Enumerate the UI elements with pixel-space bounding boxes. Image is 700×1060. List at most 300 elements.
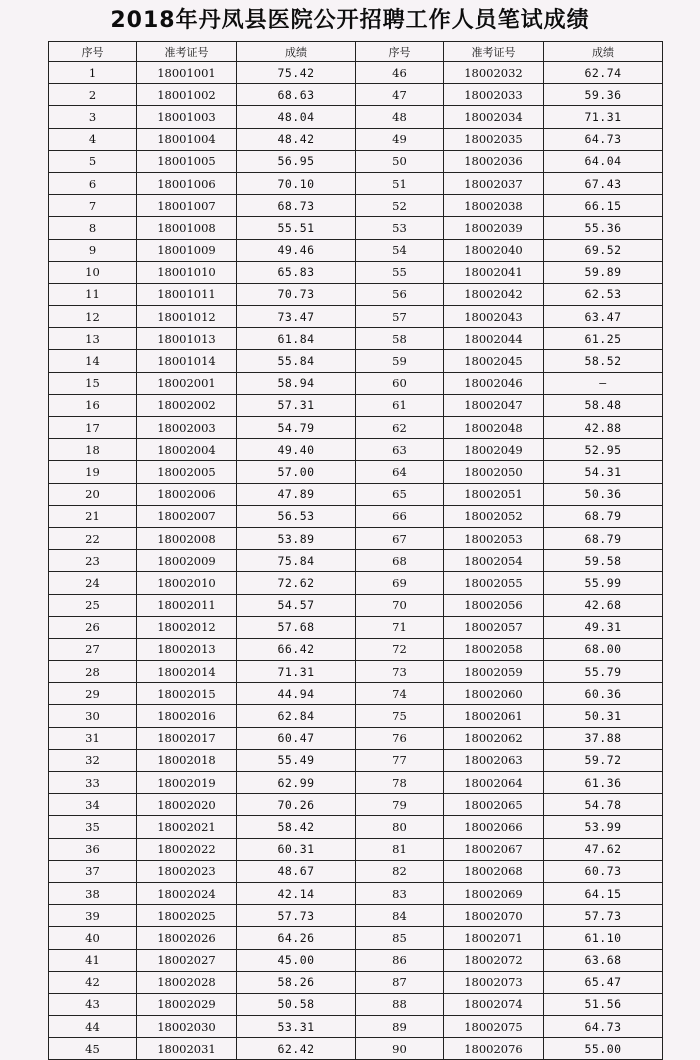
right-score-cell: 68.00 (544, 638, 663, 660)
right-seq-cell: 73 (356, 661, 444, 683)
left-exam-id-cell: 18002014 (137, 661, 237, 683)
left-exam-id-cell: 18002019 (137, 772, 237, 794)
left-exam-id-cell: 18002022 (137, 838, 237, 860)
right-score-cell: 64.04 (544, 150, 663, 172)
table-row (49, 84, 663, 106)
left-seq-cell: 11 (49, 283, 137, 305)
left-score-cell: 57.73 (237, 905, 356, 927)
right-seq-cell: 55 (356, 261, 444, 283)
right-seq-cell: 75 (356, 705, 444, 727)
left-exam-id-cell: 18001014 (137, 350, 237, 372)
left-score-cell: 42.14 (237, 882, 356, 904)
left-seq-cell: 28 (49, 661, 137, 683)
header-seq-right: 序号 (356, 42, 444, 62)
right-score-cell: 57.73 (544, 905, 663, 927)
left-seq-cell: 22 (49, 527, 137, 549)
left-seq-cell: 2 (49, 84, 137, 106)
right-exam-id-cell: 18002053 (444, 527, 544, 549)
left-score-cell: 57.00 (237, 461, 356, 483)
right-exam-id-cell: 18002046 (444, 372, 544, 394)
left-seq-cell: 4 (49, 128, 137, 150)
right-exam-id-cell: 18002068 (444, 860, 544, 882)
table-row (49, 150, 663, 172)
table-row (49, 882, 663, 904)
right-seq-cell: 81 (356, 838, 444, 860)
left-exam-id-cell: 18002030 (137, 1016, 237, 1038)
left-score-cell: 56.95 (237, 150, 356, 172)
right-seq-cell: 63 (356, 439, 444, 461)
right-exam-id-cell: 18002054 (444, 550, 544, 572)
left-seq-cell: 13 (49, 328, 137, 350)
left-score-cell: 73.47 (237, 306, 356, 328)
right-seq-cell: 74 (356, 683, 444, 705)
left-seq-cell: 19 (49, 461, 137, 483)
right-score-cell: 59.36 (544, 84, 663, 106)
table-row (49, 971, 663, 993)
right-seq-cell: 71 (356, 616, 444, 638)
right-score-cell: 62.74 (544, 62, 663, 84)
left-score-cell: 66.42 (237, 638, 356, 660)
table-row (49, 195, 663, 217)
score-table-body (49, 62, 663, 1060)
right-exam-id-cell: 18002056 (444, 594, 544, 616)
right-exam-id-cell: 18002032 (444, 62, 544, 84)
table-row (49, 62, 663, 84)
right-score-cell: 59.58 (544, 550, 663, 572)
right-seq-cell: 57 (356, 306, 444, 328)
left-score-cell: 54.57 (237, 594, 356, 616)
right-seq-cell: 70 (356, 594, 444, 616)
right-score-cell: 65.47 (544, 971, 663, 993)
left-exam-id-cell: 18002010 (137, 572, 237, 594)
left-score-cell: 48.67 (237, 860, 356, 882)
table-row (49, 1038, 663, 1060)
left-score-cell: 48.42 (237, 128, 356, 150)
left-score-cell: 49.40 (237, 439, 356, 461)
left-score-cell: 68.63 (237, 84, 356, 106)
right-seq-cell: 46 (356, 62, 444, 84)
left-seq-cell: 23 (49, 550, 137, 572)
right-score-cell: 42.88 (544, 417, 663, 439)
right-score-cell: 49.31 (544, 616, 663, 638)
right-score-cell: 64.15 (544, 882, 663, 904)
left-exam-id-cell: 18002016 (137, 705, 237, 727)
table-row (49, 128, 663, 150)
left-score-cell: 57.31 (237, 394, 356, 416)
left-score-cell: 60.47 (237, 727, 356, 749)
table-row (49, 461, 663, 483)
right-exam-id-cell: 18002045 (444, 350, 544, 372)
right-score-cell: 55.79 (544, 661, 663, 683)
right-seq-cell: 54 (356, 239, 444, 261)
table-row (49, 172, 663, 194)
right-exam-id-cell: 18002036 (444, 150, 544, 172)
right-exam-id-cell: 18002051 (444, 483, 544, 505)
right-exam-id-cell: 18002041 (444, 261, 544, 283)
table-row (49, 417, 663, 439)
left-seq-cell: 36 (49, 838, 137, 860)
header-seq-left: 序号 (49, 42, 137, 62)
right-score-cell: 52.95 (544, 439, 663, 461)
left-score-cell: 53.31 (237, 1016, 356, 1038)
right-seq-cell: 56 (356, 283, 444, 305)
left-exam-id-cell: 18001009 (137, 239, 237, 261)
right-exam-id-cell: 18002069 (444, 882, 544, 904)
right-exam-id-cell: 18002035 (444, 128, 544, 150)
right-seq-cell: 49 (356, 128, 444, 150)
right-seq-cell: 53 (356, 217, 444, 239)
left-exam-id-cell: 18001001 (137, 62, 237, 84)
left-seq-cell: 20 (49, 483, 137, 505)
left-exam-id-cell: 18002028 (137, 971, 237, 993)
right-score-cell: 63.47 (544, 306, 663, 328)
left-score-cell: 53.89 (237, 527, 356, 549)
right-score-cell: 59.72 (544, 749, 663, 771)
left-score-cell: 68.73 (237, 195, 356, 217)
table-row (49, 683, 663, 705)
right-score-cell: — (544, 372, 663, 394)
right-seq-cell: 69 (356, 572, 444, 594)
right-exam-id-cell: 18002043 (444, 306, 544, 328)
left-score-cell: 48.04 (237, 106, 356, 128)
right-score-cell: 61.36 (544, 772, 663, 794)
left-score-cell: 72.62 (237, 572, 356, 594)
left-exam-id-cell: 18002003 (137, 417, 237, 439)
left-seq-cell: 7 (49, 195, 137, 217)
right-exam-id-cell: 18002034 (444, 106, 544, 128)
table-row (49, 483, 663, 505)
right-seq-cell: 51 (356, 172, 444, 194)
right-seq-cell: 68 (356, 550, 444, 572)
left-exam-id-cell: 18001002 (137, 84, 237, 106)
left-score-cell: 58.26 (237, 971, 356, 993)
right-score-cell: 42.68 (544, 594, 663, 616)
left-score-cell: 55.84 (237, 350, 356, 372)
left-score-cell: 62.99 (237, 772, 356, 794)
page-title: 2018年丹凤县医院公开招聘工作人员笔试成绩 (110, 8, 590, 33)
table-row (49, 527, 663, 549)
right-seq-cell: 82 (356, 860, 444, 882)
right-score-cell: 54.78 (544, 794, 663, 816)
left-seq-cell: 41 (49, 949, 137, 971)
left-exam-id-cell: 18002013 (137, 638, 237, 660)
right-seq-cell: 60 (356, 372, 444, 394)
right-score-cell: 53.99 (544, 816, 663, 838)
left-exam-id-cell: 18002025 (137, 905, 237, 927)
left-seq-cell: 44 (49, 1016, 137, 1038)
left-score-cell: 44.94 (237, 683, 356, 705)
left-score-cell: 50.58 (237, 993, 356, 1015)
right-exam-id-cell: 18002062 (444, 727, 544, 749)
left-score-cell: 58.42 (237, 816, 356, 838)
left-exam-id-cell: 18002029 (137, 993, 237, 1015)
right-seq-cell: 83 (356, 882, 444, 904)
table-row (49, 306, 663, 328)
table-row (49, 106, 663, 128)
left-score-cell: 62.42 (237, 1038, 356, 1060)
left-seq-cell: 24 (49, 572, 137, 594)
left-seq-cell: 8 (49, 217, 137, 239)
right-seq-cell: 52 (356, 195, 444, 217)
right-score-cell: 68.79 (544, 505, 663, 527)
right-seq-cell: 61 (356, 394, 444, 416)
left-seq-cell: 5 (49, 150, 137, 172)
left-exam-id-cell: 18001003 (137, 106, 237, 128)
left-seq-cell: 43 (49, 993, 137, 1015)
right-seq-cell: 84 (356, 905, 444, 927)
right-exam-id-cell: 18002058 (444, 638, 544, 660)
right-score-cell: 55.99 (544, 572, 663, 594)
left-seq-cell: 42 (49, 971, 137, 993)
right-exam-id-cell: 18002059 (444, 661, 544, 683)
left-exam-id-cell: 18002006 (137, 483, 237, 505)
right-exam-id-cell: 18002037 (444, 172, 544, 194)
right-exam-id-cell: 18002057 (444, 616, 544, 638)
right-exam-id-cell: 18002066 (444, 816, 544, 838)
right-exam-id-cell: 18002074 (444, 993, 544, 1015)
right-exam-id-cell: 18002049 (444, 439, 544, 461)
right-seq-cell: 88 (356, 993, 444, 1015)
left-exam-id-cell: 18002027 (137, 949, 237, 971)
right-seq-cell: 85 (356, 927, 444, 949)
left-seq-cell: 3 (49, 106, 137, 128)
right-exam-id-cell: 18002038 (444, 195, 544, 217)
right-seq-cell: 65 (356, 483, 444, 505)
left-exam-id-cell: 18001006 (137, 172, 237, 194)
left-exam-id-cell: 18002024 (137, 882, 237, 904)
table-row (49, 905, 663, 927)
left-score-cell: 57.68 (237, 616, 356, 638)
left-score-cell: 47.89 (237, 483, 356, 505)
right-exam-id-cell: 18002075 (444, 1016, 544, 1038)
header-score-left: 成绩 (237, 42, 356, 62)
left-seq-cell: 30 (49, 705, 137, 727)
table-row (49, 860, 663, 882)
right-seq-cell: 67 (356, 527, 444, 549)
right-score-cell: 64.73 (544, 1016, 663, 1038)
table-row (49, 949, 663, 971)
left-seq-cell: 17 (49, 417, 137, 439)
left-exam-id-cell: 18002023 (137, 860, 237, 882)
left-seq-cell: 25 (49, 594, 137, 616)
score-table (48, 41, 663, 1060)
table-row (49, 993, 663, 1015)
right-score-cell: 71.31 (544, 106, 663, 128)
left-exam-id-cell: 18002009 (137, 550, 237, 572)
table-row (49, 927, 663, 949)
header-id-right: 准考证号 (444, 42, 544, 62)
left-exam-id-cell: 18002001 (137, 372, 237, 394)
left-score-cell: 60.31 (237, 838, 356, 860)
left-exam-id-cell: 18002026 (137, 927, 237, 949)
left-seq-cell: 6 (49, 172, 137, 194)
right-score-cell: 67.43 (544, 172, 663, 194)
table-row (49, 594, 663, 616)
left-score-cell: 55.49 (237, 749, 356, 771)
left-score-cell: 56.53 (237, 505, 356, 527)
right-exam-id-cell: 18002033 (444, 84, 544, 106)
left-exam-id-cell: 18002031 (137, 1038, 237, 1060)
left-seq-cell: 29 (49, 683, 137, 705)
left-exam-id-cell: 18002008 (137, 527, 237, 549)
left-exam-id-cell: 18001008 (137, 217, 237, 239)
left-exam-id-cell: 18001011 (137, 283, 237, 305)
left-exam-id-cell: 18002021 (137, 816, 237, 838)
table-row (49, 261, 663, 283)
right-score-cell: 63.68 (544, 949, 663, 971)
table-row (49, 372, 663, 394)
left-exam-id-cell: 18002012 (137, 616, 237, 638)
left-score-cell: 62.84 (237, 705, 356, 727)
left-seq-cell: 39 (49, 905, 137, 927)
right-seq-cell: 77 (356, 749, 444, 771)
right-exam-id-cell: 18002067 (444, 838, 544, 860)
left-seq-cell: 16 (49, 394, 137, 416)
left-exam-id-cell: 18002005 (137, 461, 237, 483)
left-exam-id-cell: 18002007 (137, 505, 237, 527)
right-score-cell: 69.52 (544, 239, 663, 261)
right-exam-id-cell: 18002052 (444, 505, 544, 527)
table-row (49, 283, 663, 305)
left-score-cell: 55.51 (237, 217, 356, 239)
left-exam-id-cell: 18002018 (137, 749, 237, 771)
right-score-cell: 62.53 (544, 283, 663, 305)
left-exam-id-cell: 18002004 (137, 439, 237, 461)
table-row (49, 505, 663, 527)
right-exam-id-cell: 18002060 (444, 683, 544, 705)
left-seq-cell: 14 (49, 350, 137, 372)
left-seq-cell: 34 (49, 794, 137, 816)
right-score-cell: 61.10 (544, 927, 663, 949)
right-score-cell: 50.36 (544, 483, 663, 505)
right-exam-id-cell: 18002040 (444, 239, 544, 261)
left-seq-cell: 1 (49, 62, 137, 84)
right-seq-cell: 76 (356, 727, 444, 749)
right-score-cell: 47.62 (544, 838, 663, 860)
left-seq-cell: 9 (49, 239, 137, 261)
table-row (49, 749, 663, 771)
right-score-cell: 66.15 (544, 195, 663, 217)
right-exam-id-cell: 18002061 (444, 705, 544, 727)
table-row (49, 328, 663, 350)
left-score-cell: 61.84 (237, 328, 356, 350)
right-score-cell: 37.88 (544, 727, 663, 749)
right-seq-cell: 47 (356, 84, 444, 106)
left-exam-id-cell: 18001010 (137, 261, 237, 283)
right-seq-cell: 89 (356, 1016, 444, 1038)
right-score-cell: 50.31 (544, 705, 663, 727)
right-exam-id-cell: 18002071 (444, 927, 544, 949)
table-row (49, 350, 663, 372)
left-score-cell: 70.26 (237, 794, 356, 816)
table-row (49, 572, 663, 594)
table-row (49, 727, 663, 749)
table-row (49, 550, 663, 572)
right-exam-id-cell: 18002047 (444, 394, 544, 416)
left-seq-cell: 18 (49, 439, 137, 461)
right-seq-cell: 48 (356, 106, 444, 128)
table-row (49, 1016, 663, 1038)
table-row (49, 394, 663, 416)
left-exam-id-cell: 18002011 (137, 594, 237, 616)
left-score-cell: 70.10 (237, 172, 356, 194)
left-score-cell: 75.42 (237, 62, 356, 84)
right-exam-id-cell: 18002042 (444, 283, 544, 305)
right-seq-cell: 79 (356, 794, 444, 816)
left-exam-id-cell: 18001004 (137, 128, 237, 150)
right-score-cell: 60.73 (544, 860, 663, 882)
right-score-cell: 58.52 (544, 350, 663, 372)
left-seq-cell: 15 (49, 372, 137, 394)
right-score-cell: 58.48 (544, 394, 663, 416)
header-id-left: 准考证号 (137, 42, 237, 62)
left-exam-id-cell: 18001007 (137, 195, 237, 217)
right-score-cell: 51.56 (544, 993, 663, 1015)
right-seq-cell: 86 (356, 949, 444, 971)
table-row (49, 772, 663, 794)
right-score-cell: 60.36 (544, 683, 663, 705)
left-score-cell: 70.73 (237, 283, 356, 305)
right-score-cell: 54.31 (544, 461, 663, 483)
left-score-cell: 54.79 (237, 417, 356, 439)
right-score-cell: 61.25 (544, 328, 663, 350)
table-row (49, 217, 663, 239)
right-seq-cell: 62 (356, 417, 444, 439)
left-exam-id-cell: 18001013 (137, 328, 237, 350)
right-exam-id-cell: 18002039 (444, 217, 544, 239)
table-row (49, 239, 663, 261)
left-exam-id-cell: 18001005 (137, 150, 237, 172)
left-score-cell: 45.00 (237, 949, 356, 971)
table-header-row (49, 42, 663, 62)
left-seq-cell: 21 (49, 505, 137, 527)
right-exam-id-cell: 18002072 (444, 949, 544, 971)
right-seq-cell: 66 (356, 505, 444, 527)
left-seq-cell: 10 (49, 261, 137, 283)
left-score-cell: 58.94 (237, 372, 356, 394)
right-seq-cell: 78 (356, 772, 444, 794)
left-exam-id-cell: 18002017 (137, 727, 237, 749)
left-seq-cell: 32 (49, 749, 137, 771)
right-exam-id-cell: 18002048 (444, 417, 544, 439)
right-exam-id-cell: 18002065 (444, 794, 544, 816)
right-seq-cell: 59 (356, 350, 444, 372)
right-score-cell: 55.00 (544, 1038, 663, 1060)
right-seq-cell: 87 (356, 971, 444, 993)
table-row (49, 616, 663, 638)
left-seq-cell: 38 (49, 882, 137, 904)
right-seq-cell: 72 (356, 638, 444, 660)
right-exam-id-cell: 18002050 (444, 461, 544, 483)
right-exam-id-cell: 18002070 (444, 905, 544, 927)
right-seq-cell: 64 (356, 461, 444, 483)
left-score-cell: 65.83 (237, 261, 356, 283)
header-score-right: 成绩 (544, 42, 663, 62)
left-seq-cell: 31 (49, 727, 137, 749)
left-seq-cell: 12 (49, 306, 137, 328)
left-exam-id-cell: 18002020 (137, 794, 237, 816)
left-score-cell: 75.84 (237, 550, 356, 572)
table-row (49, 794, 663, 816)
left-seq-cell: 35 (49, 816, 137, 838)
left-seq-cell: 27 (49, 638, 137, 660)
right-score-cell: 68.79 (544, 527, 663, 549)
right-exam-id-cell: 18002063 (444, 749, 544, 771)
left-seq-cell: 33 (49, 772, 137, 794)
right-exam-id-cell: 18002055 (444, 572, 544, 594)
table-row (49, 705, 663, 727)
left-exam-id-cell: 18002002 (137, 394, 237, 416)
